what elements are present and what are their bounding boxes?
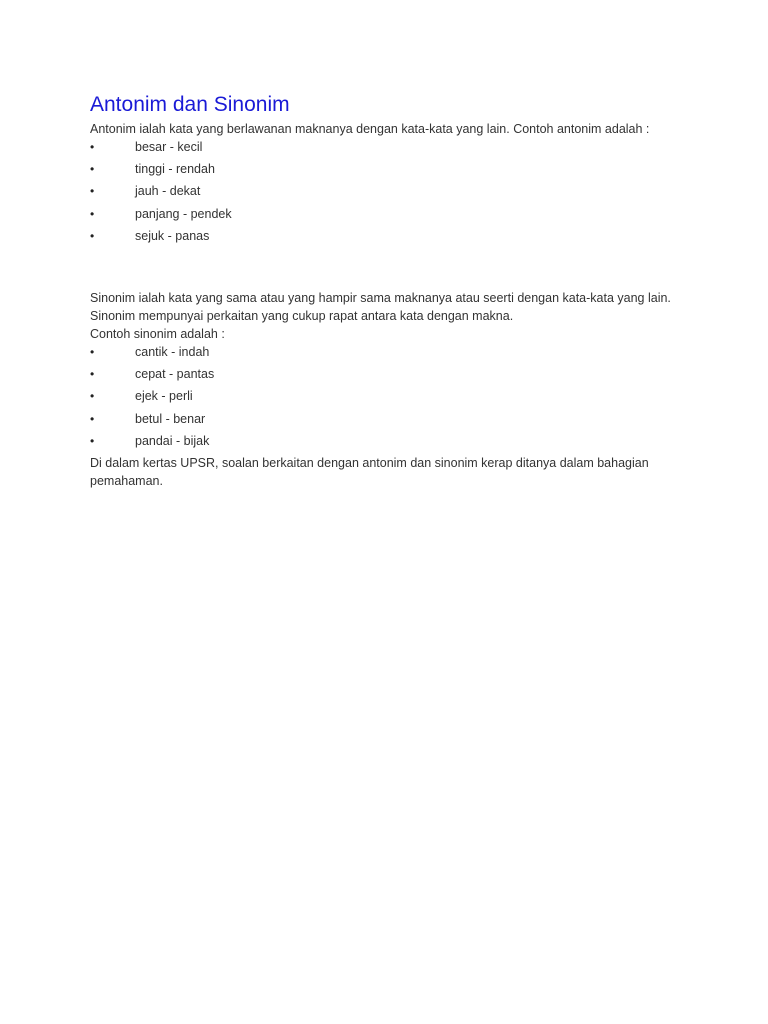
bullet-icon: • (90, 162, 95, 177)
list-item-text: pandai - bijak (135, 433, 210, 448)
bullet-icon: • (90, 389, 95, 404)
antonim-list (90, 138, 710, 249)
antonim-intro: Antonim ialah kata yang berlawanan maknanya dengan kata-kata yang lain. Contoh antonim adalah : (90, 122, 650, 136)
closing-line2: pemahaman. (90, 473, 163, 488)
list-item (90, 410, 710, 432)
document-page (90, 92, 710, 490)
list-item-text: cantik - indah (135, 344, 210, 359)
list-item (90, 205, 710, 227)
bullet-icon: • (90, 206, 95, 221)
list-item-text: panjang - pendek (135, 206, 232, 221)
list-item-text: ejek - perli (135, 389, 193, 404)
list-item (90, 343, 710, 365)
list-item (90, 138, 710, 160)
closing-line1: Di dalam kertas UPSR, soalan berkaitan dengan antonim dan sinonim kerap ditanya dalam bahagian (90, 455, 649, 470)
bullet-icon: • (90, 367, 95, 382)
sinonim-list (90, 343, 710, 454)
list-item-text: betul - benar (135, 411, 206, 426)
list-item-text: tinggi - rendah (135, 162, 215, 177)
list-item (90, 387, 710, 409)
bullet-icon: • (90, 184, 95, 199)
list-item-text: sejuk - panas (135, 228, 210, 243)
bullet-icon: • (90, 411, 95, 426)
sinonim-intro-line3: Contoh sinonim adalah : (90, 326, 225, 341)
sinonim-intro-line1: Sinonim ialah kata yang sama atau yang hampir sama maknanya atau seerti dengan kata-kata yang lain. (90, 290, 671, 305)
list-item (90, 432, 710, 454)
list-item-text: cepat - pantas (135, 367, 215, 382)
bullet-icon: • (90, 433, 95, 448)
list-item-text: besar - kecil (135, 140, 203, 154)
list-item-text: jauh - dekat (135, 184, 201, 199)
list-item (90, 365, 710, 387)
page-title: Antonim dan Sinonim (90, 93, 290, 116)
bullet-icon: • (90, 140, 95, 154)
list-item (90, 182, 710, 204)
list-item (90, 227, 710, 249)
bullet-icon: • (90, 344, 95, 359)
section-spacer (90, 249, 710, 289)
list-item (90, 160, 710, 182)
bullet-icon: • (90, 228, 95, 243)
sinonim-intro-line2: Sinonim mempunyai perkaitan yang cukup rapat antara kata dengan makna. (90, 308, 514, 323)
